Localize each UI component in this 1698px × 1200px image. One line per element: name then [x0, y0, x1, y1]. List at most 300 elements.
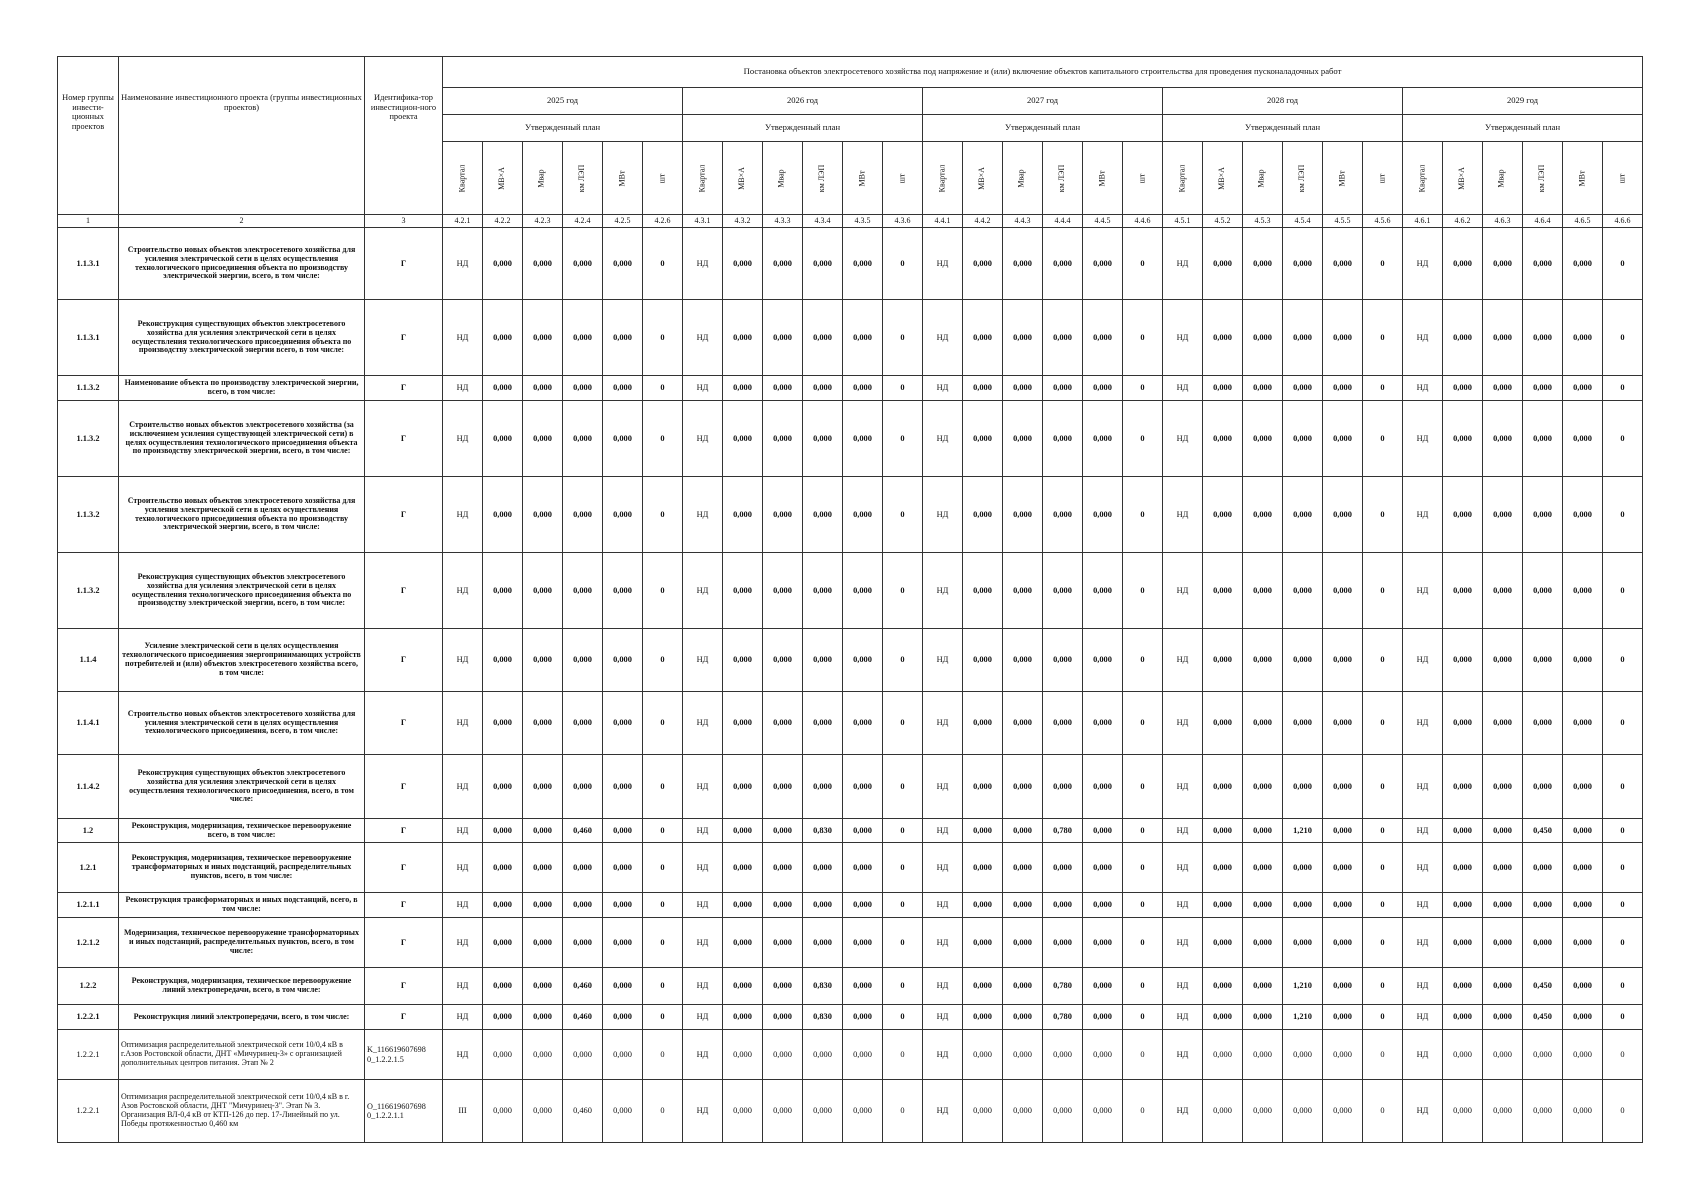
cell-value: 0,000: [603, 401, 643, 477]
cell-quarter: НД: [1403, 819, 1443, 843]
cell-value: 0: [1603, 300, 1643, 376]
cell-value: 0,000: [523, 1005, 563, 1030]
row-group-number: 1.1.4.1: [58, 692, 119, 755]
cell-value: 0,000: [1203, 968, 1243, 1005]
cell-quarter: НД: [923, 401, 963, 477]
cell-value: 0,000: [603, 1005, 643, 1030]
cell-quarter: НД: [443, 401, 483, 477]
cell-quarter: НД: [1403, 968, 1443, 1005]
cell-value: 0,000: [483, 401, 523, 477]
cell-value: 0,000: [803, 376, 843, 401]
cell-value: 0: [1603, 1005, 1643, 1030]
cell-value: 0,000: [1283, 843, 1323, 893]
cell-value: 0,000: [1243, 553, 1283, 629]
cell-value: 0,780: [1043, 1005, 1083, 1030]
cell-value: 0,000: [1043, 553, 1083, 629]
row-group-number: 1.2.1: [58, 843, 119, 893]
cell-value: 0,000: [763, 300, 803, 376]
header-unit: [1243, 142, 1283, 215]
cell-value: 0,000: [1003, 968, 1043, 1005]
cell-value: 0,000: [843, 819, 883, 843]
cell-quarter: НД: [443, 300, 483, 376]
cell-value: 0,000: [1083, 1030, 1123, 1080]
cell-value: 0,000: [523, 755, 563, 819]
cell-value: 0: [883, 819, 923, 843]
cell-value: 0,000: [483, 1030, 523, 1080]
cell-value: 0: [883, 1030, 923, 1080]
cell-value: 0: [1123, 843, 1163, 893]
cell-value: 0,000: [1323, 300, 1363, 376]
cell-value: 0,000: [843, 1005, 883, 1030]
row-group-number: 1.2.1.2: [58, 918, 119, 968]
cell-value: 0,000: [1523, 918, 1563, 968]
column-code: 4.5.2: [1203, 215, 1243, 228]
cell-value: 0,000: [1203, 629, 1243, 692]
header-unit-label: шт: [1137, 173, 1147, 183]
cell-quarter: НД: [683, 376, 723, 401]
cell-value: 0,000: [843, 692, 883, 755]
cell-value: 0,000: [1043, 629, 1083, 692]
cell-value: 0,000: [1283, 629, 1323, 692]
row-group-number: 1.1.3.2: [58, 477, 119, 553]
cell-value: 0,000: [723, 401, 763, 477]
cell-value: 0: [1603, 1030, 1643, 1080]
cell-value: 0,000: [1243, 968, 1283, 1005]
cell-quarter: НД: [1403, 1030, 1443, 1080]
header-unit: [803, 142, 843, 215]
cell-value: 0,000: [1443, 893, 1483, 918]
header-unit-label: шт: [657, 173, 667, 183]
cell-value: 0,000: [1443, 755, 1483, 819]
cell-value: 0: [1603, 228, 1643, 300]
cell-value: 0,000: [1443, 1005, 1483, 1030]
cell-value: 0,000: [1203, 1080, 1243, 1143]
cell-value: 0,000: [1203, 228, 1243, 300]
cell-quarter: НД: [443, 918, 483, 968]
cell-value: 0,000: [763, 401, 803, 477]
cell-value: 0,000: [483, 376, 523, 401]
header-project-id: Идентифика-тор инвестицион-ного проекта: [365, 57, 443, 215]
cell-value: 0,000: [1563, 376, 1603, 401]
cell-value: 0,000: [523, 553, 563, 629]
column-code: 4.3.1: [683, 215, 723, 228]
cell-value: 0,000: [1283, 228, 1323, 300]
cell-value: 0: [883, 553, 923, 629]
cell-value: 0,000: [843, 918, 883, 968]
cell-value: 0,000: [1043, 1030, 1083, 1080]
cell-value: 0,000: [603, 1080, 643, 1143]
cell-quarter: НД: [1403, 300, 1443, 376]
cell-quarter: НД: [923, 968, 963, 1005]
cell-value: 0: [1123, 1080, 1163, 1143]
cell-quarter: НД: [1403, 893, 1443, 918]
cell-value: 0,000: [483, 968, 523, 1005]
cell-value: 0,000: [723, 918, 763, 968]
cell-value: 0,000: [1563, 1080, 1603, 1143]
header-unit-label: Квартал: [1417, 164, 1427, 192]
cell-value: 0,000: [1563, 401, 1603, 477]
cell-quarter: НД: [683, 629, 723, 692]
cell-value: 0,000: [1283, 692, 1323, 755]
cell-value: 0,000: [1083, 692, 1123, 755]
cell-value: 0,000: [1323, 629, 1363, 692]
cell-value: 0: [643, 477, 683, 553]
cell-value: 0,000: [1043, 692, 1083, 755]
cell-value: 0: [883, 228, 923, 300]
cell-quarter: НД: [443, 819, 483, 843]
header-unit: [483, 142, 523, 215]
header-unit: [923, 142, 963, 215]
cell-quarter: НД: [1163, 228, 1203, 300]
cell-value: 0,000: [1483, 819, 1523, 843]
cell-value: 0,000: [963, 401, 1003, 477]
cell-value: 0,000: [763, 553, 803, 629]
cell-value: 0,000: [1203, 843, 1243, 893]
cell-value: 0,000: [1443, 692, 1483, 755]
header-unit: [603, 142, 643, 215]
column-code: 4.3.5: [843, 215, 883, 228]
cell-value: 0: [1363, 968, 1403, 1005]
row-project-id: Г: [365, 1005, 443, 1030]
cell-value: 0,000: [1523, 755, 1563, 819]
cell-value: 0: [643, 819, 683, 843]
cell-value: 0,000: [1523, 629, 1563, 692]
cell-value: 0,000: [1323, 228, 1363, 300]
cell-value: 0: [1123, 401, 1163, 477]
cell-value: 0,000: [1563, 1005, 1603, 1030]
row-project-name: Реконструкция существующих объектов электросетевого хозяйства для усиления электрической сети в целях осуществления технологического присоединения, всего, в том числе:: [119, 755, 365, 819]
cell-value: 0,000: [963, 376, 1003, 401]
row-project-name: Оптимизация распределительной электрической сети 10/0,4 кВ в г. Азов Ростовской области, ДНТ "Мичуринец-3". Этап № 3. Организация ВЛ-0,4 кВ от КТП-126 до пер. 17-Линейный по ул. Победы протяженностью 0,460 км: [119, 1080, 365, 1143]
column-code: 4.4.3: [1003, 215, 1043, 228]
cell-quarter: НД: [683, 692, 723, 755]
header-unit-label: км ЛЭП: [577, 164, 587, 192]
cell-quarter: НД: [683, 843, 723, 893]
cell-value: 0,000: [1283, 1030, 1323, 1080]
cell-value: 0,000: [483, 755, 523, 819]
cell-value: 0,000: [963, 300, 1003, 376]
header-unit: [1563, 142, 1603, 215]
cell-value: 0,000: [1043, 755, 1083, 819]
cell-value: 0,000: [603, 692, 643, 755]
cell-value: 0,000: [1443, 553, 1483, 629]
cell-value: 0,000: [1203, 1005, 1243, 1030]
cell-value: 0,830: [803, 968, 843, 1005]
header-unit: [1083, 142, 1123, 215]
cell-value: 0,000: [1083, 819, 1123, 843]
row-project-id: Г: [365, 968, 443, 1005]
column-code: 4.3.6: [883, 215, 923, 228]
row-project-id: Г: [365, 477, 443, 553]
table-row: [58, 1005, 1643, 1030]
cell-value: 0: [1363, 893, 1403, 918]
cell-value: 0,000: [523, 401, 563, 477]
cell-value: 0,000: [1563, 1030, 1603, 1080]
cell-value: 0,000: [563, 1030, 603, 1080]
cell-value: 0,000: [1243, 1080, 1283, 1143]
cell-value: 0,460: [563, 1005, 603, 1030]
cell-value: 0,000: [1003, 692, 1043, 755]
cell-value: 0,000: [723, 755, 763, 819]
column-code: 4.2.3: [523, 215, 563, 228]
cell-value: 0: [1363, 1005, 1403, 1030]
cell-value: 0,000: [1083, 477, 1123, 553]
cell-value: 0,000: [723, 1030, 763, 1080]
cell-value: 0: [883, 755, 923, 819]
cell-value: 0: [1363, 401, 1403, 477]
cell-quarter: НД: [1403, 629, 1443, 692]
cell-value: 0,000: [1003, 300, 1043, 376]
cell-value: 0,000: [803, 692, 843, 755]
cell-value: 0,000: [803, 843, 843, 893]
cell-value: 0,000: [1003, 819, 1043, 843]
table-row: [58, 376, 1643, 401]
cell-value: 0,000: [1243, 692, 1283, 755]
cell-value: 0,000: [963, 819, 1003, 843]
cell-value: 0,000: [563, 629, 603, 692]
cell-value: 0,000: [763, 1080, 803, 1143]
cell-value: 0,000: [1243, 755, 1283, 819]
header-unit: [1123, 142, 1163, 215]
cell-value: 0: [883, 1080, 923, 1143]
cell-quarter: НД: [1403, 477, 1443, 553]
column-code: 4.4.6: [1123, 215, 1163, 228]
cell-value: 0,000: [523, 692, 563, 755]
cell-quarter: НД: [1163, 918, 1203, 968]
cell-value: 0: [643, 918, 683, 968]
cell-value: 0,000: [1083, 1005, 1123, 1030]
column-code: 4.2.1: [443, 215, 483, 228]
cell-value: 0,000: [803, 553, 843, 629]
cell-value: 0,000: [803, 893, 843, 918]
column-code: 4.5.1: [1163, 215, 1203, 228]
header-unit: [1443, 142, 1483, 215]
cell-value: 0,000: [803, 477, 843, 553]
cell-value: 0,000: [1243, 843, 1283, 893]
cell-value: 0,000: [1083, 376, 1123, 401]
cell-value: 0,000: [1563, 893, 1603, 918]
cell-value: 1,210: [1283, 1005, 1323, 1030]
cell-quarter: НД: [683, 918, 723, 968]
cell-value: 0: [643, 1030, 683, 1080]
header-unit: [1203, 142, 1243, 215]
cell-quarter: НД: [683, 968, 723, 1005]
header-unit: [1163, 142, 1203, 215]
row-project-id: K_116619607698 0_1.2.2.1.5: [365, 1030, 443, 1080]
cell-value: 0,000: [1483, 477, 1523, 553]
cell-value: 0,780: [1043, 968, 1083, 1005]
cell-quarter: НД: [1163, 376, 1203, 401]
header-unit: [1603, 142, 1643, 215]
cell-quarter: НД: [1163, 843, 1203, 893]
header-year-3: 2028 год: [1163, 88, 1403, 115]
cell-value: 0: [1363, 918, 1403, 968]
cell-quarter: НД: [1163, 477, 1203, 553]
cell-quarter: НД: [923, 819, 963, 843]
column-code: 4.5.5: [1323, 215, 1363, 228]
row-project-id: Г: [365, 228, 443, 300]
cell-value: 0,000: [1443, 819, 1483, 843]
cell-value: 0: [1363, 692, 1403, 755]
cell-value: 1,210: [1283, 968, 1323, 1005]
cell-value: 0,000: [1443, 1030, 1483, 1080]
cell-value: 0,000: [1483, 228, 1523, 300]
cell-value: 0,460: [563, 1080, 603, 1143]
header-unit-label: МВт: [1097, 170, 1107, 186]
cell-value: 0,000: [803, 300, 843, 376]
cell-value: 0,000: [603, 893, 643, 918]
cell-quarter: III: [443, 1080, 483, 1143]
cell-value: 0,000: [1003, 843, 1043, 893]
cell-value: 0,000: [1443, 968, 1483, 1005]
cell-value: 0: [643, 1005, 683, 1030]
header-unit: [1003, 142, 1043, 215]
cell-value: 0,000: [1483, 553, 1523, 629]
cell-quarter: НД: [923, 1080, 963, 1143]
cell-value: 0: [1603, 692, 1643, 755]
cell-quarter: НД: [1403, 692, 1443, 755]
cell-value: 0,000: [1083, 300, 1123, 376]
column-code: 4.2.5: [603, 215, 643, 228]
cell-value: 0,000: [523, 629, 563, 692]
cell-value: 0: [1123, 1030, 1163, 1080]
cell-quarter: НД: [1403, 553, 1443, 629]
cell-value: 0,000: [1043, 228, 1083, 300]
cell-value: 0,000: [1243, 819, 1283, 843]
cell-value: 0,000: [843, 376, 883, 401]
cell-value: 0,000: [963, 755, 1003, 819]
cell-value: 0: [1123, 629, 1163, 692]
cell-value: 0,000: [1203, 893, 1243, 918]
header-unit: [1523, 142, 1563, 215]
cell-quarter: НД: [443, 843, 483, 893]
cell-value: 0,000: [1083, 918, 1123, 968]
header-year-1: 2026 год: [683, 88, 923, 115]
header-unit-label: Квартал: [937, 164, 947, 192]
cell-value: 0,000: [1563, 918, 1603, 968]
cell-quarter: НД: [1163, 629, 1203, 692]
header-unit-label: МВ×А: [1217, 166, 1227, 190]
cell-quarter: НД: [1163, 401, 1203, 477]
header-unit: [523, 142, 563, 215]
cell-value: 0,000: [1483, 843, 1523, 893]
cell-value: 0,000: [523, 968, 563, 1005]
row-project-name: Наименование объекта по производству электрической энергии, всего, в том числе:: [119, 376, 365, 401]
table-row: [58, 1030, 1643, 1080]
cell-value: 0: [883, 692, 923, 755]
header-group-number: Номер группы инвести-ционных проектов: [58, 57, 119, 215]
row-group-number: 1.1.3.2: [58, 401, 119, 477]
cell-value: 0,000: [483, 228, 523, 300]
cell-value: 0,000: [1563, 968, 1603, 1005]
cell-quarter: НД: [683, 893, 723, 918]
cell-value: 0: [883, 401, 923, 477]
cell-value: 0,000: [1443, 376, 1483, 401]
cell-value: 0,000: [1203, 401, 1243, 477]
table-row: [58, 228, 1643, 300]
cell-value: 0: [643, 228, 683, 300]
cell-quarter: НД: [1403, 228, 1443, 300]
cell-value: 0: [1603, 477, 1643, 553]
cell-value: 0,000: [843, 843, 883, 893]
cell-value: 0,000: [1003, 1030, 1043, 1080]
cell-value: 0,780: [1043, 819, 1083, 843]
cell-value: 0: [883, 843, 923, 893]
cell-value: 0,000: [1523, 843, 1563, 893]
cell-value: 0,000: [523, 376, 563, 401]
cell-value: 0: [1603, 843, 1643, 893]
column-code: 4.2.4: [563, 215, 603, 228]
cell-value: 0: [1123, 692, 1163, 755]
cell-value: 0,000: [1483, 629, 1523, 692]
cell-value: 0,000: [563, 300, 603, 376]
cell-value: 0,000: [563, 228, 603, 300]
header-unit-label: МВ×А: [977, 166, 987, 190]
row-group-number: 1.1.4: [58, 629, 119, 692]
cell-value: 0,000: [1323, 1030, 1363, 1080]
cell-value: 0: [643, 553, 683, 629]
cell-value: 0,000: [1043, 300, 1083, 376]
table-row: [58, 553, 1643, 629]
cell-value: 0,000: [1323, 918, 1363, 968]
cell-value: 0,000: [1243, 893, 1283, 918]
cell-value: 0: [1363, 376, 1403, 401]
cell-value: 0,000: [1523, 376, 1563, 401]
cell-value: 0,000: [1203, 1030, 1243, 1080]
cell-value: 0,830: [803, 1005, 843, 1030]
cell-value: 0,000: [483, 1080, 523, 1143]
cell-value: 0,000: [1003, 376, 1043, 401]
cell-value: 0,000: [723, 843, 763, 893]
cell-quarter: НД: [923, 692, 963, 755]
column-number: 3: [365, 215, 443, 228]
cell-value: 0,000: [843, 1030, 883, 1080]
cell-value: 0,000: [1003, 918, 1043, 968]
cell-value: 0,000: [1323, 553, 1363, 629]
cell-value: 0,000: [1323, 1080, 1363, 1143]
cell-value: 0,000: [523, 228, 563, 300]
cell-value: 0,000: [1083, 553, 1123, 629]
row-group-number: 1.1.3.2: [58, 553, 119, 629]
cell-value: 0,000: [1523, 1080, 1563, 1143]
cell-value: 0,000: [963, 1005, 1003, 1030]
cell-value: 0,000: [1323, 893, 1363, 918]
cell-value: 0,000: [1083, 401, 1123, 477]
cell-quarter: НД: [443, 755, 483, 819]
cell-value: 0: [883, 968, 923, 1005]
header-unit-label: МВт: [617, 170, 627, 186]
cell-value: 0: [1363, 300, 1403, 376]
cell-value: 0,000: [1483, 755, 1523, 819]
cell-value: 0,000: [763, 755, 803, 819]
header-unit-label: км ЛЭП: [1537, 164, 1547, 192]
header-unit-label: МВ×А: [497, 166, 507, 190]
cell-value: 0: [1123, 893, 1163, 918]
header-unit: [883, 142, 923, 215]
cell-value: 0,000: [763, 629, 803, 692]
table-row: [58, 300, 1643, 376]
cell-value: 0,000: [723, 968, 763, 1005]
cell-quarter: НД: [1163, 553, 1203, 629]
header-year-2: 2027 год: [923, 88, 1163, 115]
header-unit: [843, 142, 883, 215]
header-unit-label: МВт: [1337, 170, 1347, 186]
cell-quarter: НД: [923, 477, 963, 553]
cell-value: 0,000: [563, 755, 603, 819]
cell-value: 0,000: [1523, 228, 1563, 300]
column-number: 1: [58, 215, 119, 228]
cell-value: 0,000: [603, 755, 643, 819]
